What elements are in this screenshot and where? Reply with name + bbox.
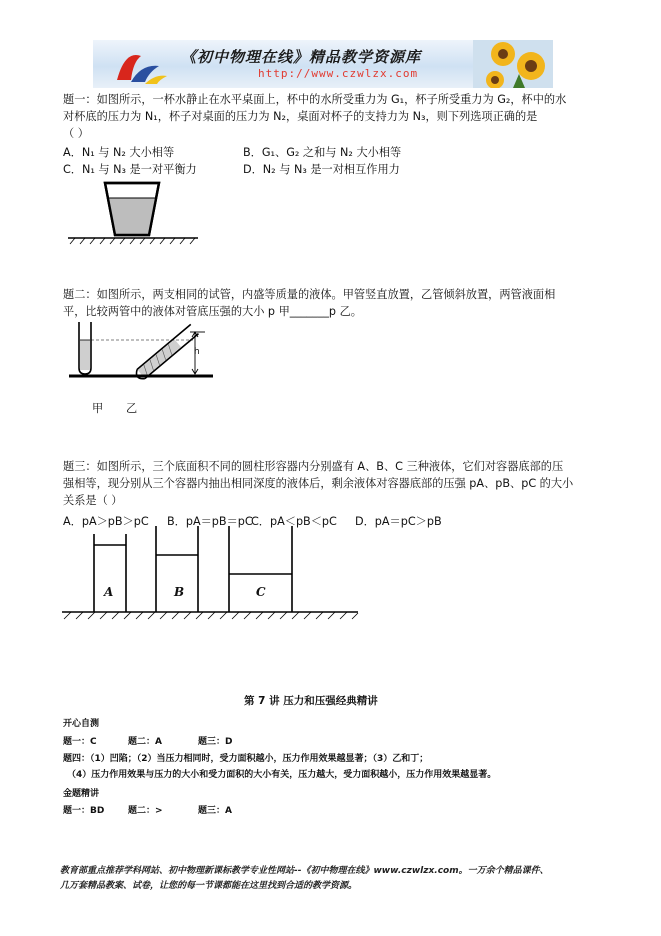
q3-label-b: B (174, 585, 185, 599)
q2-stem-line2: 平，比较两管中的液体对管底压强的大小 p 甲_______p 乙。 (63, 305, 362, 318)
answers-line1-q2: 题二：A (128, 737, 162, 747)
q2-label-yi: 乙 (126, 402, 138, 415)
q1-stem-line3: （ ） (63, 127, 89, 140)
footer-line2: 几万套精品教案、试卷，让您的每一节课都能在这里找到合适的教学资源。 (60, 881, 358, 891)
q2-test-tubes-figure (65, 318, 215, 390)
answers-line4-q3: 题三：A (198, 806, 232, 816)
q3-stem-line2: 强相等，现分别从三个容器内抽出相同深度的液体后，剩余液体对容器底部的压强 pA、pB、pC 的大小 (63, 477, 574, 490)
q1-cup-figure (60, 180, 200, 250)
header-banner (93, 40, 553, 88)
q3-option-c: C．pA＜pB＜pC (251, 515, 337, 528)
q3-option-d: D．pA＝pC＞pB (355, 515, 442, 528)
banner-title: 《初中物理在线》精品教学资源库 (181, 48, 422, 66)
q1-option-b: B．G₁、G₂ 之和与 N₂ 大小相等 (243, 146, 402, 159)
sunflower-icon (473, 40, 553, 88)
q3-containers-figure (60, 522, 360, 632)
answers-line4-q1: 题一：BD (63, 806, 105, 816)
q1-option-a: A．N₁ 与 N₂ 大小相等 (63, 146, 175, 159)
q1-option-c: C．N₁ 与 N₃ 是一对平衡力 (63, 163, 197, 176)
question-3 (63, 458, 603, 509)
question-2 (63, 286, 603, 320)
q1-stem-line2: 对杯底的压力为 N₁，杯子对桌面的压力为 N₂，桌面对杯子的支持力为 N₃，则下列选项正确的是 (63, 110, 538, 123)
banner-url[interactable]: http://www.czwlzx.com (258, 67, 419, 80)
answers-line1-q3: 题三：D (198, 737, 233, 747)
q3-stem-line1: 题三：如图所示，三个底面积不同的圆柱形容器内分别盛有 A、B、C 三种液体，它们对容器底部的压 (63, 460, 564, 473)
answers-section-2: 金题精讲 (63, 789, 100, 799)
answers-heading: 第 7 讲 压力和压强经典精讲 (244, 695, 378, 707)
q3-label-c: C (256, 585, 266, 599)
q1-stem-line1: 题一：如图所示，一杯水静止在水平桌面上，杯中的水所受重力为 G₁，杯子所受重力为 G₂，杯中的水 (63, 93, 567, 106)
page-footer (60, 864, 620, 894)
q3-stem-line3: 关系是（ ） (63, 494, 123, 507)
q2-label-h: h (194, 347, 200, 357)
answers-line3: （4）压力作用效果与压力的大小和受力面积的大小有关，压力越大，受力面积越小，压力作用效果越显著。 (67, 770, 497, 780)
q2-label-jia: 甲 (92, 402, 104, 415)
q3-label-a: A (104, 585, 114, 599)
footer-line1: 教育部重点推荐学科网站、初中物理新课标教学专业性网站--《初中物理在线》www.czwlzx.com。一万余个精品课件、 (60, 866, 549, 876)
q3-option-a: A．pA＞pB＞pC (63, 515, 149, 528)
q2-stem-line1: 题二：如图所示，两支相同的试管，内盛等质量的液体。甲管竖直放置，乙管倾斜放置，两管液面相 (63, 288, 556, 301)
answers-line4-q2: 题二：> (128, 806, 163, 816)
answers-line2: 题四：（1）凹陷；（2）当压力相同时，受力面积越小，压力作用效果越显著；（3）乙和丁； (63, 754, 429, 764)
question-1 (63, 91, 603, 142)
answers-section-1: 开心自测 (63, 719, 100, 729)
q3-option-b: B．pA＝pB＝pC (167, 515, 253, 528)
answers-line1-q1: 题一：C (63, 737, 97, 747)
q1-option-d: D．N₂ 与 N₃ 是一对相互作用力 (243, 163, 400, 176)
site-logo (111, 44, 171, 86)
